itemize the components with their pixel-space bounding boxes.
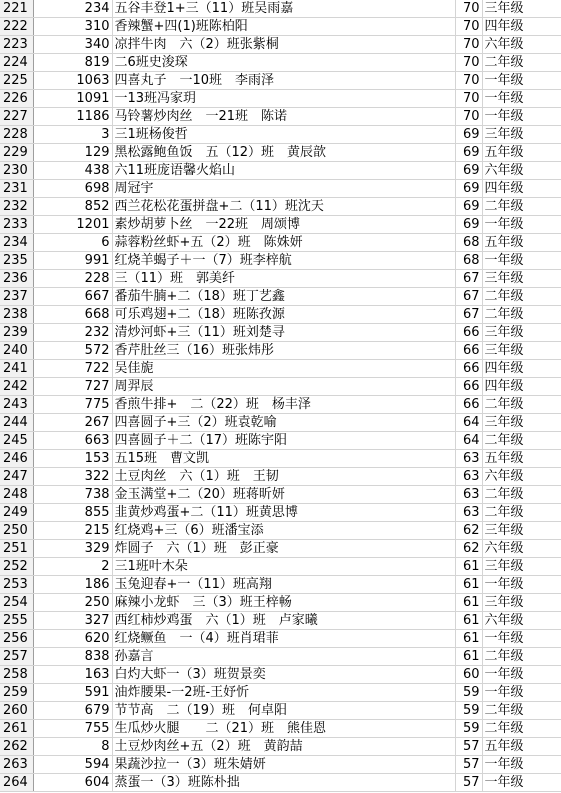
cell-id[interactable]: 668 [33,306,112,324]
cell-score[interactable]: 57 [455,774,482,792]
cell-name[interactable]: 番茄牛腩+二（18）班丁艺鑫 [112,288,455,306]
cell-id[interactable]: 819 [33,54,112,72]
cell-grade[interactable]: 一年级 [482,630,561,648]
cell-grade[interactable]: 一年级 [482,666,561,684]
row-number-header[interactable]: 221 [0,0,33,18]
cell-score[interactable]: 60 [455,666,482,684]
cell-grade[interactable]: 五年级 [482,450,561,468]
cell-grade[interactable]: 六年级 [482,162,561,180]
cell-name[interactable]: 炸圆子 六（1）班 彭正豪 [112,540,455,558]
table-row[interactable] [0,90,561,108]
cell-score[interactable]: 63 [455,486,482,504]
cell-id[interactable]: 322 [33,468,112,486]
cell-grade[interactable]: 二年级 [482,504,561,522]
cell-score[interactable]: 57 [455,738,482,756]
row-number-header[interactable]: 255 [0,612,33,630]
cell-grade[interactable]: 六年级 [482,468,561,486]
cell-score[interactable]: 59 [455,684,482,702]
row-number-header[interactable]: 256 [0,630,33,648]
cell-name[interactable]: 马铃薯炒肉丝 一21班 陈诺 [112,108,455,126]
table-row[interactable] [0,378,561,396]
cell-name[interactable]: 三1班叶木朵 [112,558,455,576]
row-number-header[interactable]: 257 [0,648,33,666]
row-number-header[interactable]: 259 [0,684,33,702]
cell-score[interactable]: 69 [455,144,482,162]
cell-name[interactable]: 一13班冯家玥 [112,90,455,108]
cell-score[interactable]: 57 [455,756,482,774]
table-row[interactable] [0,396,561,414]
cell-name[interactable]: 吴佳旎 [112,360,455,378]
cell-name[interactable]: 素炒胡萝卜丝 一22班 周颂博 [112,216,455,234]
cell-score[interactable]: 69 [455,216,482,234]
cell-id[interactable]: 2 [33,558,112,576]
row-number-header[interactable]: 228 [0,126,33,144]
row-number-header[interactable]: 239 [0,324,33,342]
cell-name[interactable]: 三（11）班 郭美纤 [112,270,455,288]
table-row[interactable] [0,360,561,378]
cell-grade[interactable]: 二年级 [482,396,561,414]
row-number-header[interactable]: 252 [0,558,33,576]
cell-grade[interactable]: 一年级 [482,684,561,702]
row-number-header[interactable]: 237 [0,288,33,306]
table-row[interactable] [0,630,561,648]
row-number-header[interactable]: 260 [0,702,33,720]
cell-id[interactable]: 991 [33,252,112,270]
cell-name[interactable]: 孙嘉言 [112,648,455,666]
cell-name[interactable]: 蒜蓉粉丝虾+五（2）班 陈姝妍 [112,234,455,252]
cell-score[interactable]: 70 [455,108,482,126]
table-row[interactable] [0,540,561,558]
cell-grade[interactable]: 六年级 [482,540,561,558]
table-row[interactable] [0,18,561,36]
cell-score[interactable]: 66 [455,324,482,342]
cell-name[interactable]: 香芹肚丝三（16）班张炜彤 [112,342,455,360]
table-row[interactable] [0,108,561,126]
cell-score[interactable]: 62 [455,540,482,558]
cell-name[interactable]: 玉兔迎春+一（11）班高翔 [112,576,455,594]
table-row[interactable] [0,342,561,360]
table-row[interactable] [0,306,561,324]
cell-name[interactable]: 果蔬沙拉一（3）班朱婧妍 [112,756,455,774]
table-row[interactable] [0,558,561,576]
row-number-header[interactable]: 245 [0,432,33,450]
cell-score[interactable]: 63 [455,468,482,486]
row-number-header[interactable]: 243 [0,396,33,414]
row-number-header[interactable]: 263 [0,756,33,774]
cell-name[interactable]: 西红柿炒鸡蛋 六（1）班 卢家曦 [112,612,455,630]
cell-score[interactable]: 62 [455,522,482,540]
cell-id[interactable]: 620 [33,630,112,648]
cell-grade[interactable]: 三年级 [482,594,561,612]
cell-name[interactable]: 六11班庞语馨火焰山 [112,162,455,180]
row-number-header[interactable]: 254 [0,594,33,612]
cell-id[interactable]: 232 [33,324,112,342]
cell-id[interactable]: 667 [33,288,112,306]
cell-name[interactable]: 红烧鳜鱼 一（4）班肖珺菲 [112,630,455,648]
cell-grade[interactable]: 六年级 [482,612,561,630]
table-row[interactable] [0,576,561,594]
cell-score[interactable]: 59 [455,702,482,720]
cell-name[interactable]: 金玉满堂+二（20）班蒋昕妍 [112,486,455,504]
row-number-header[interactable]: 230 [0,162,33,180]
cell-id[interactable]: 591 [33,684,112,702]
cell-id[interactable]: 727 [33,378,112,396]
cell-id[interactable]: 1091 [33,90,112,108]
cell-id[interactable]: 722 [33,360,112,378]
cell-id[interactable]: 163 [33,666,112,684]
table-row[interactable] [0,54,561,72]
table-row[interactable] [0,216,561,234]
cell-id[interactable]: 775 [33,396,112,414]
table-row[interactable] [0,648,561,666]
cell-grade[interactable]: 三年级 [482,0,561,18]
cell-id[interactable]: 698 [33,180,112,198]
row-number-header[interactable]: 264 [0,774,33,792]
cell-name[interactable]: 四喜丸子 一10班 李雨泽 [112,72,455,90]
cell-grade[interactable]: 三年级 [482,342,561,360]
cell-score[interactable]: 59 [455,720,482,738]
cell-score[interactable]: 66 [455,396,482,414]
cell-grade[interactable]: 三年级 [482,414,561,432]
table-row[interactable] [0,666,561,684]
row-number-header[interactable]: 234 [0,234,33,252]
cell-id[interactable]: 663 [33,432,112,450]
cell-id[interactable]: 1063 [33,72,112,90]
cell-grade[interactable]: 四年级 [482,18,561,36]
table-row[interactable] [0,522,561,540]
cell-name[interactable]: 麻辣小龙虾 三（3）班王梓畅 [112,594,455,612]
cell-grade[interactable]: 三年级 [482,558,561,576]
cell-score[interactable]: 69 [455,162,482,180]
row-number-header[interactable]: 227 [0,108,33,126]
cell-id[interactable]: 228 [33,270,112,288]
cell-grade[interactable]: 五年级 [482,144,561,162]
cell-id[interactable]: 738 [33,486,112,504]
cell-name[interactable]: 三1班杨俊哲 [112,126,455,144]
cell-score[interactable]: 64 [455,432,482,450]
row-number-header[interactable]: 236 [0,270,33,288]
cell-name[interactable]: 西兰花松花蛋拼盘+二（11）班沈天 [112,198,455,216]
cell-name[interactable]: 油炸腰果-一2班-王妤忻 [112,684,455,702]
cell-score[interactable]: 64 [455,414,482,432]
cell-score[interactable]: 70 [455,54,482,72]
row-number-header[interactable]: 247 [0,468,33,486]
cell-id[interactable]: 267 [33,414,112,432]
cell-name[interactable]: 红烧羊蝎子＋一（7）班李梓航 [112,252,455,270]
row-number-header[interactable]: 261 [0,720,33,738]
cell-grade[interactable]: 一年级 [482,576,561,594]
cell-id[interactable]: 838 [33,648,112,666]
row-number-header[interactable]: 238 [0,306,33,324]
cell-name[interactable]: 四喜圆子＋二（17）班陈宇阳 [112,432,455,450]
cell-id[interactable]: 8 [33,738,112,756]
cell-grade[interactable]: 一年级 [482,774,561,792]
cell-score[interactable]: 66 [455,378,482,396]
cell-score[interactable]: 61 [455,630,482,648]
cell-score[interactable]: 67 [455,288,482,306]
table-row[interactable] [0,252,561,270]
cell-score[interactable]: 68 [455,234,482,252]
cell-grade[interactable]: 一年级 [482,90,561,108]
table-row[interactable] [0,486,561,504]
cell-grade[interactable]: 三年级 [482,522,561,540]
cell-id[interactable]: 679 [33,702,112,720]
table-row[interactable] [0,324,561,342]
row-number-header[interactable]: 235 [0,252,33,270]
table-row[interactable] [0,72,561,90]
cell-grade[interactable]: 二年级 [482,306,561,324]
table-row[interactable] [0,288,561,306]
cell-grade[interactable]: 二年级 [482,702,561,720]
cell-score[interactable]: 70 [455,18,482,36]
cell-name[interactable]: 可乐鸡翅+二（18）班陈孜源 [112,306,455,324]
cell-name[interactable]: 五15班 曹文凯 [112,450,455,468]
table-row[interactable] [0,738,561,756]
cell-id[interactable]: 329 [33,540,112,558]
row-number-header[interactable]: 242 [0,378,33,396]
cell-name[interactable]: 五谷丰登1+三（11）班吴雨嘉 [112,0,455,18]
table-row[interactable] [0,234,561,252]
cell-grade[interactable]: 三年级 [482,126,561,144]
row-number-header[interactable]: 231 [0,180,33,198]
table-row[interactable] [0,774,561,792]
cell-grade[interactable]: 一年级 [482,216,561,234]
cell-score[interactable]: 61 [455,612,482,630]
cell-score[interactable]: 63 [455,504,482,522]
cell-name[interactable]: 周冠宇 [112,180,455,198]
row-number-header[interactable]: 249 [0,504,33,522]
cell-score[interactable]: 63 [455,450,482,468]
cell-name[interactable]: 香辣蟹+四(1)班陈柏阳 [112,18,455,36]
row-number-header[interactable]: 229 [0,144,33,162]
cell-grade[interactable]: 二年级 [482,648,561,666]
cell-grade[interactable]: 一年级 [482,252,561,270]
cell-id[interactable]: 1201 [33,216,112,234]
row-number-header[interactable]: 251 [0,540,33,558]
table-row[interactable] [0,126,561,144]
cell-name[interactable]: 土豆炒肉丝+五（2）班 黄韵喆 [112,738,455,756]
row-number-header[interactable]: 226 [0,90,33,108]
cell-name[interactable]: 二6班史浚琛 [112,54,455,72]
table-row[interactable] [0,684,561,702]
table-row[interactable] [0,432,561,450]
cell-grade[interactable]: 六年级 [482,36,561,54]
cell-grade[interactable]: 二年级 [482,288,561,306]
table-row[interactable] [0,198,561,216]
cell-id[interactable]: 6 [33,234,112,252]
cell-name[interactable]: 节节高 二（19）班 何卓阳 [112,702,455,720]
row-number-header[interactable]: 250 [0,522,33,540]
cell-score[interactable]: 61 [455,594,482,612]
row-number-header[interactable]: 244 [0,414,33,432]
table-row[interactable] [0,612,561,630]
table-row[interactable] [0,0,561,18]
cell-grade[interactable]: 三年级 [482,270,561,288]
cell-name[interactable]: 清炒河虾+三（11）班刘楚寻 [112,324,455,342]
cell-id[interactable]: 3 [33,126,112,144]
cell-id[interactable]: 755 [33,720,112,738]
cell-score[interactable]: 69 [455,126,482,144]
cell-id[interactable]: 234 [33,0,112,18]
cell-name[interactable]: 四喜圆子+三（2）班袁乾喻 [112,414,455,432]
table-row[interactable] [0,720,561,738]
cell-grade[interactable]: 二年级 [482,432,561,450]
cell-id[interactable]: 327 [33,612,112,630]
cell-score[interactable]: 69 [455,180,482,198]
cell-grade[interactable]: 一年级 [482,108,561,126]
table-row[interactable] [0,180,561,198]
cell-score[interactable]: 70 [455,72,482,90]
table-row[interactable] [0,144,561,162]
cell-score[interactable]: 66 [455,342,482,360]
row-number-header[interactable]: 224 [0,54,33,72]
cell-id[interactable]: 186 [33,576,112,594]
row-number-header[interactable]: 262 [0,738,33,756]
cell-score[interactable]: 66 [455,360,482,378]
row-number-header[interactable]: 232 [0,198,33,216]
row-number-header[interactable]: 223 [0,36,33,54]
cell-name[interactable]: 凉拌牛肉 六（2）班张紫桐 [112,36,455,54]
table-row[interactable] [0,468,561,486]
cell-name[interactable]: 红烧鸡+三（6）班潘宝添 [112,522,455,540]
cell-grade[interactable]: 二年级 [482,486,561,504]
row-number-header[interactable]: 241 [0,360,33,378]
row-number-header[interactable]: 246 [0,450,33,468]
row-number-header[interactable]: 222 [0,18,33,36]
cell-grade[interactable]: 三年级 [482,324,561,342]
row-number-header[interactable]: 240 [0,342,33,360]
cell-id[interactable]: 594 [33,756,112,774]
cell-grade[interactable]: 一年级 [482,756,561,774]
table-row[interactable] [0,504,561,522]
cell-grade[interactable]: 五年级 [482,738,561,756]
row-number-header[interactable]: 258 [0,666,33,684]
cell-id[interactable]: 1186 [33,108,112,126]
cell-grade[interactable]: 一年级 [482,72,561,90]
cell-id[interactable]: 604 [33,774,112,792]
cell-id[interactable]: 250 [33,594,112,612]
cell-name[interactable]: 黑松露鲍鱼饭 五（12）班 黄辰歆 [112,144,455,162]
cell-grade[interactable]: 二年级 [482,198,561,216]
cell-score[interactable]: 70 [455,0,482,18]
cell-name[interactable]: 白灼大虾一（3）班贺景奕 [112,666,455,684]
cell-grade[interactable]: 四年级 [482,360,561,378]
row-number-header[interactable]: 225 [0,72,33,90]
cell-name[interactable]: 蒸蛋一（3）班陈朴拙 [112,774,455,792]
cell-score[interactable]: 70 [455,36,482,54]
cell-score[interactable]: 61 [455,558,482,576]
row-number-header[interactable]: 233 [0,216,33,234]
cell-score[interactable]: 61 [455,648,482,666]
cell-id[interactable]: 153 [33,450,112,468]
row-number-header[interactable]: 253 [0,576,33,594]
cell-id[interactable]: 129 [33,144,112,162]
cell-id[interactable]: 215 [33,522,112,540]
cell-grade[interactable]: 二年级 [482,54,561,72]
cell-grade[interactable]: 二年级 [482,720,561,738]
cell-id[interactable]: 340 [33,36,112,54]
table-row[interactable] [0,36,561,54]
table-row[interactable] [0,702,561,720]
cell-score[interactable]: 67 [455,270,482,288]
cell-score[interactable]: 69 [455,198,482,216]
table-row[interactable] [0,756,561,774]
cell-score[interactable]: 70 [455,90,482,108]
cell-id[interactable]: 572 [33,342,112,360]
table-row[interactable] [0,450,561,468]
table-row[interactable] [0,594,561,612]
table-row[interactable] [0,162,561,180]
cell-id[interactable]: 310 [33,18,112,36]
row-number-header[interactable]: 248 [0,486,33,504]
table-row[interactable] [0,270,561,288]
cell-name[interactable]: 生瓜炒火腿 二（21）班 熊佳恩 [112,720,455,738]
cell-name[interactable]: 香煎牛排+ 二（22）班 杨丰泽 [112,396,455,414]
cell-id[interactable]: 855 [33,504,112,522]
cell-score[interactable]: 67 [455,306,482,324]
table-row[interactable] [0,414,561,432]
cell-score[interactable]: 61 [455,576,482,594]
cell-grade[interactable]: 四年级 [482,180,561,198]
cell-id[interactable]: 438 [33,162,112,180]
cell-id[interactable]: 852 [33,198,112,216]
cell-name[interactable]: 韭黄炒鸡蛋+二（11）班黄思博 [112,504,455,522]
cell-name[interactable]: 土豆肉丝 六（1）班 王韧 [112,468,455,486]
cell-grade[interactable]: 四年级 [482,378,561,396]
cell-grade[interactable]: 五年级 [482,234,561,252]
cell-name[interactable]: 周羿辰 [112,378,455,396]
cell-score[interactable]: 68 [455,252,482,270]
